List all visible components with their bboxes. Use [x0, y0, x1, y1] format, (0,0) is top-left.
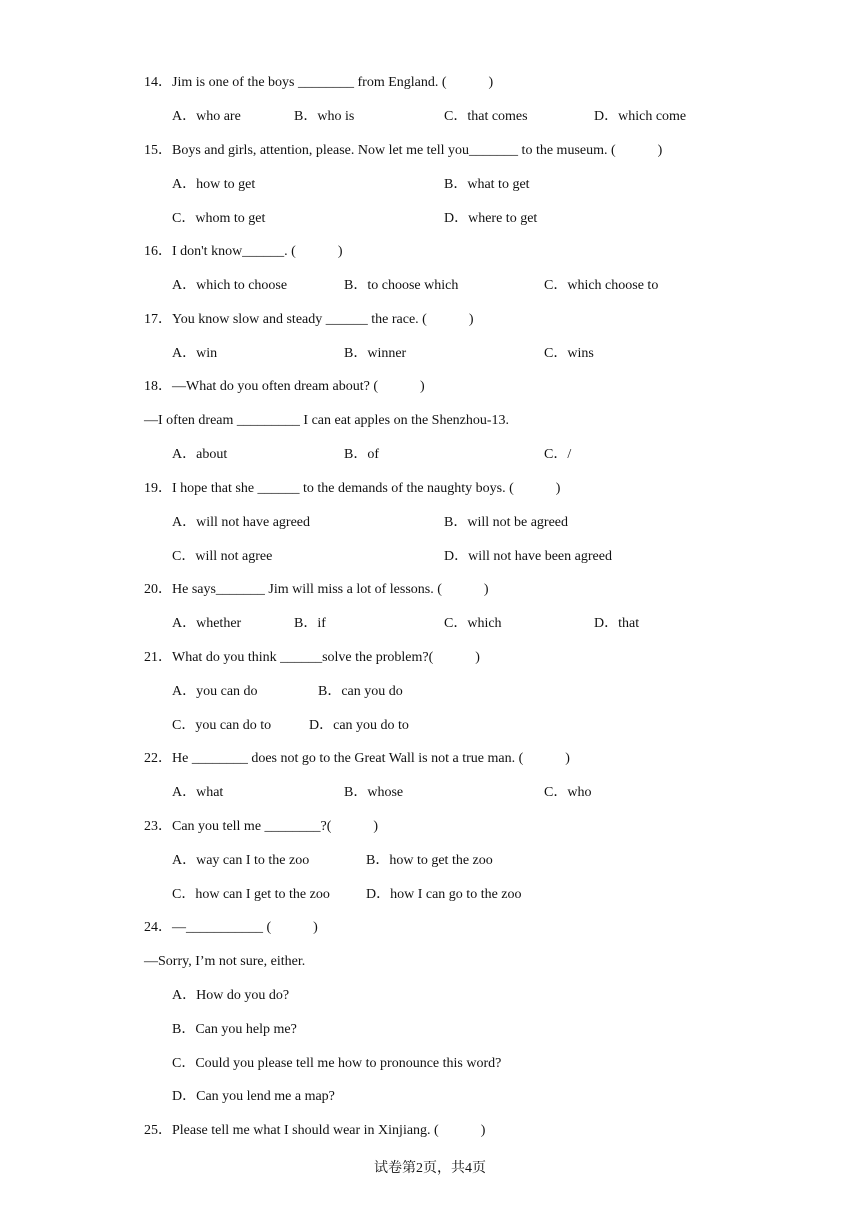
option-d[interactable]: D．that: [594, 616, 640, 631]
option-c[interactable]: C．will not agree: [172, 549, 273, 564]
question-stem: 21．What do you think ______solve the problem?( ): [144, 650, 480, 665]
option-c[interactable]: C．you can do to: [172, 718, 272, 733]
question-stem: 22．He ________ does not go to the Great Wall is not a true man. ( ): [144, 751, 570, 766]
option-a[interactable]: A．about: [172, 447, 228, 462]
option-a[interactable]: A．win: [172, 346, 218, 361]
question-stem: 23．Can you tell me ________?( ): [144, 819, 379, 834]
question-stem: 24．—___________ ( ): [144, 920, 318, 935]
option-c[interactable]: C．which choose to: [544, 278, 659, 293]
option-b[interactable]: B．what to get: [444, 177, 530, 192]
option-a[interactable]: A．which to choose: [172, 278, 288, 293]
option-d[interactable]: D．can you do to: [309, 718, 409, 733]
option-a[interactable]: A．way can I to the zoo: [172, 853, 310, 868]
question-stem: 16．I don't know______. ( ): [144, 244, 343, 259]
question-stem: 20．He says_______ Jim will miss a lot of lessons. ( ): [144, 582, 489, 597]
option-a[interactable]: A．will not have agreed: [172, 515, 311, 530]
question-stem: 18．—What do you often dream about? ( ): [144, 379, 425, 394]
option-a[interactable]: A．who are: [172, 109, 241, 124]
option-d[interactable]: D．how I can go to the zoo: [366, 887, 522, 902]
option-a[interactable]: A．what: [172, 785, 224, 800]
question-stem-line2: —Sorry, I’m not sure, either.: [144, 954, 306, 969]
question-stem: 25．Please tell me what I should wear in Xinjiang. ( ): [144, 1123, 486, 1138]
option-d[interactable]: D．will not have been agreed: [444, 549, 612, 564]
option-d[interactable]: D．which come: [594, 109, 687, 124]
option-b[interactable]: B．will not be agreed: [444, 515, 569, 530]
option-b[interactable]: B．of: [344, 447, 379, 462]
question-stem: 14．Jim is one of the boys ________ from England. ( ): [144, 75, 494, 90]
option-b[interactable]: B．winner: [344, 346, 407, 361]
option-c[interactable]: C．Could you please tell me how to pronounce this word?: [172, 1056, 502, 1071]
option-a[interactable]: A．you can do: [172, 684, 258, 699]
option-c[interactable]: C．that comes: [444, 109, 528, 124]
option-a[interactable]: A．How do you do?: [172, 988, 290, 1003]
option-b[interactable]: B．to choose which: [344, 278, 459, 293]
option-b[interactable]: B．can you do: [318, 684, 403, 699]
option-b[interactable]: B．who is: [294, 109, 355, 124]
option-a[interactable]: A．how to get: [172, 177, 256, 192]
option-b[interactable]: B．if: [294, 616, 326, 631]
option-a[interactable]: A．whether: [172, 616, 242, 631]
page-footer: 试卷第2页，共4页: [374, 1161, 486, 1176]
option-c[interactable]: C．how can I get to the zoo: [172, 887, 330, 902]
option-d[interactable]: D．Can you lend me a map?: [172, 1089, 335, 1104]
question-stem: 17．You know slow and steady ______ the race. ( ): [144, 312, 474, 327]
option-b[interactable]: B．whose: [344, 785, 404, 800]
question-stem: 19．I hope that she ______ to the demands of the naughty boys. ( ): [144, 481, 561, 496]
option-c[interactable]: C．/: [544, 447, 572, 462]
option-c[interactable]: C．who: [544, 785, 592, 800]
option-d[interactable]: D．where to get: [444, 211, 538, 226]
option-c[interactable]: C．which: [444, 616, 502, 631]
question-stem: 15．Boys and girls, attention, please. Now let me tell you_______ to the museum. ( ): [144, 143, 663, 158]
question-stem-line2: —I often dream _________ I can eat apples on the Shenzhou-13.: [144, 413, 510, 428]
option-c[interactable]: C．wins: [544, 346, 594, 361]
option-c[interactable]: C．whom to get: [172, 211, 266, 226]
option-b[interactable]: B．Can you help me?: [172, 1022, 297, 1037]
option-b[interactable]: B．how to get the zoo: [366, 853, 493, 868]
